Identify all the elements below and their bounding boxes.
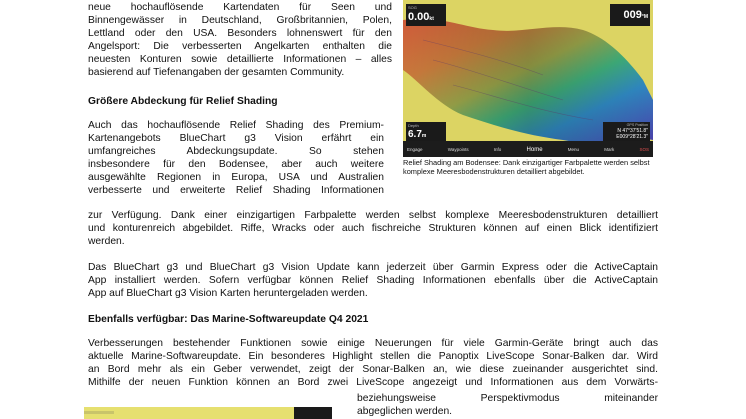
chartplotter-tabbar — [403, 143, 653, 156]
update-line: App installiert werden. Sofern verfügbar können Relief Shading Informationen ebenfalls über die ActiveCaptain — [88, 275, 658, 286]
tab-sos[interactable]: SOS — [639, 147, 649, 152]
longitude: E009°28'21.3" — [616, 134, 648, 141]
update-line: Das BlueChart g3 und BlueChart g3 Vision Update kann jederzeit über Garmin Express oder die ActiveCaptain — [88, 262, 658, 273]
speed-box — [406, 4, 446, 26]
relief-line: Kartenangebots BlueChart g3 Vision erfährt ein — [88, 133, 384, 144]
intro-line: neue hochauflösende Kartendaten für Seen und — [88, 2, 392, 13]
speed-value: 0.00kt — [408, 11, 434, 23]
tab-home[interactable]: Home — [526, 146, 543, 153]
heading-relief: Größere Abdeckung für Relief Shading — [88, 96, 278, 107]
update-line: App auf BlueChart g3 Vision Karten heruntergeladen werden. — [88, 288, 368, 299]
tab-engage[interactable]: Engage — [407, 147, 423, 152]
marine-line: beziehungsweise Perspektivmodus miteinander — [357, 393, 658, 404]
intro-line: neuesten Konturen sowie detaillierte Informationen – alles — [88, 54, 392, 65]
tab-mark[interactable]: Mark — [604, 147, 615, 152]
intro-line: Lettland oder den USA. Besonders lohnenswert für den — [88, 28, 392, 39]
figure-shoreline — [84, 411, 114, 414]
depth-box — [406, 122, 446, 141]
position-box — [603, 122, 650, 141]
relief-line-full: zur Verfügung. Dank einer einzigartigen Farbpalette werden selbst komplexe Meeresbodenstrukturen detailliert — [88, 210, 658, 221]
speed-label: SOG — [408, 5, 417, 10]
tab-waypoints[interactable]: Waypoints — [447, 147, 469, 152]
relief-line: verbesserte und erweiterte Relief Shading Informationen — [88, 185, 384, 196]
heading-marine: Ebenfalls verfügbar: Das Marine-Softwareupdate Q4 2021 — [88, 314, 369, 325]
position-label: GPS Position — [626, 123, 648, 127]
intro-line: basierend auf Tiefenangaben der gesamten Community. — [88, 67, 345, 78]
relief-line: insbesondere für den Bodensee, aber auch weitere — [88, 159, 384, 170]
intro-line: Angelsport: Die verbesserten Angelkarten enthalten die — [88, 41, 392, 52]
marine-line: abgeglichen werden. — [357, 406, 453, 417]
depth-value: 6.7m — [408, 129, 427, 140]
figure-caption: Relief Shading am Bodensee: Dank einzigartiger Farbpalette werden selbst komplexe Meeresbodenstrukturen detailliert abgebildet. — [403, 158, 650, 176]
marine-line: an Bord mehr als ein Geber verwendet, zeigt der Sonar-Balken an, wie diese zueinander ausgerichtet sind. — [88, 364, 658, 375]
latitude: N 47°37'51.8" — [617, 128, 648, 135]
relief-line: Auch das hochauflösende Relief Shading des Premium- — [88, 120, 384, 131]
relief-shading-figure — [403, 0, 653, 157]
relief-line: umfangreiches Abdeckungsupdate. So stehen — [88, 146, 384, 157]
relief-line-full: und konturenreich abgebildet. Riffe, Wracks oder auch fischreiche Strukturen können auf einen Blick identifiziert — [88, 223, 658, 234]
intro-line: Binnengewässer in Deutschland, Großbritannien, Polen, — [88, 15, 392, 26]
heading-box — [610, 4, 650, 26]
marine-line: Verbesserungen bestehender Funktionen sowie einige Neuerungen für viele Garmin-Geräte bringt auch das — [88, 338, 658, 349]
tab-info[interactable]: Info — [493, 147, 502, 152]
figure-panel — [294, 407, 332, 419]
marine-line: Mithilfe der neuen Funktion können an Bord zwei LiveScope angezeigt und Informationen aus dem Vorwärts- — [88, 377, 658, 388]
marine-update-figure — [84, 407, 332, 419]
relief-line: ausgewählte Regionen in Europa, USA und Australien — [88, 172, 384, 183]
depth-label: Depth — [408, 123, 419, 128]
heading-value: 009°M — [623, 9, 648, 21]
marine-line: aktuelle Marine-Softwareupdate. Ein besonderes Highlight stellen die Panoptix LiveScope Sonar-Balken dar. Wird — [88, 351, 658, 362]
relief-line-full: werden. — [88, 236, 125, 247]
tab-menu[interactable]: Menu — [567, 147, 580, 152]
